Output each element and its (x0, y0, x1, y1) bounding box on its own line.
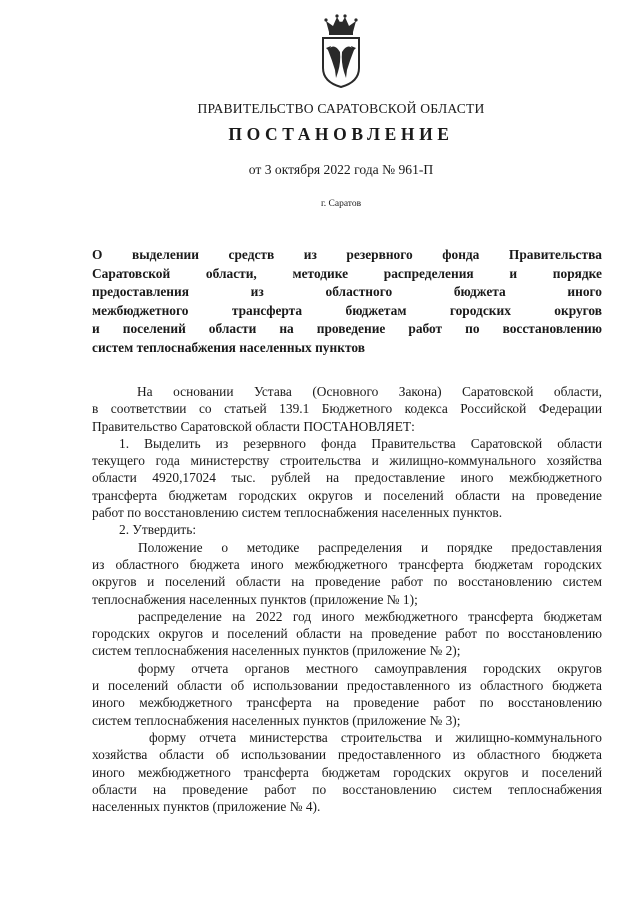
title-line: Саратовской области, методике распределения и порядке (92, 265, 602, 281)
body-line: Правительство Саратовской области ПОСТАНОВЛЯЕТ: (92, 418, 415, 434)
body-line: текущего года министерству строительства и жилищно-коммунального хозяйства (92, 453, 602, 469)
body-line: систем теплоснабжения населенных пунктов (приложение № 3); (92, 712, 461, 728)
body-line: трансферта бюджетам городских округов и поселений области на проведение (92, 487, 602, 503)
body-line: в соответствии со статьей 139.1 Бюджетного кодекса Российской Федерации (92, 401, 602, 417)
body-line: и поселений области об использовании предоставленного из областного бюджета (92, 678, 602, 694)
body-line: населенных пунктов (приложение № 4). (92, 799, 321, 815)
document-body (92, 383, 602, 815)
body-line: иного межбюджетного трансферта на проведение работ по восстановлению (92, 695, 602, 711)
body-line: 1. Выделить из резервного фонда Правительства Саратовской области (119, 435, 602, 451)
document-city: г. Саратов (320, 199, 362, 209)
body-line: систем теплоснабжения населенных пунктов (приложение № 2); (92, 643, 461, 659)
document-date-number: от 3 октября 2022 года № 961-П (248, 162, 434, 177)
title-line: предоставления из областного бюджета иного (92, 284, 602, 300)
title-line: О выделении средств из резервного фонда Правительства (92, 247, 602, 262)
body-line: хозяйства области об использовании предоставленного из областного бюджета (92, 747, 602, 763)
coat-of-arms-icon (316, 12, 366, 88)
title-line: межбюджетного трансферта бюджетам городских округов (92, 302, 602, 318)
body-line: теплоснабжения населенных пунктов (приложение № 1); (92, 591, 418, 607)
body-line: области на проведение работ по восстановлению систем теплоснабжения (92, 781, 602, 797)
body-line: форму отчета министерства строительства и жилищно-коммунального (149, 729, 602, 745)
document-title (92, 246, 602, 358)
body-line: работ по восстановлению систем теплоснабжения населенных пунктов. (92, 505, 503, 521)
title-line: и поселений области на проведение работ по восстановлению (92, 321, 602, 337)
body-line: На основании Устава (Основного Закона) Саратовской области, (137, 384, 602, 399)
body-line: распределение на 2022 год иного межбюджетного трансферта бюджетам (138, 608, 602, 624)
body-line: городских округов и поселений области на проведение работ по восстановлению (92, 626, 602, 642)
body-line: из областного бюджета иного межбюджетного трансферта бюджетам городских (92, 556, 602, 572)
body-line: Положение о методике распределения и порядке предоставления (138, 539, 602, 555)
body-line: области 4920,17024 тыс. рублей на предоставление иного межбюджетного (92, 470, 602, 486)
title-line: систем теплоснабжения населенных пунктов (92, 339, 365, 355)
body-line: округов и поселений области на проведение работ по восстановлению систем (92, 574, 602, 590)
body-line: форму отчета органов местного самоуправления городских округов (138, 660, 602, 676)
body-line: иного межбюджетного трансферта бюджетам городских округов и поселений (92, 764, 602, 780)
document-type: ПОСТАНОВЛЕНИЕ (228, 124, 454, 144)
body-line: 2. Утвердить: (119, 522, 197, 538)
government-name: ПРАВИТЕЛЬСТВО САРАТОВСКОЙ ОБЛАСТИ (197, 101, 485, 116)
